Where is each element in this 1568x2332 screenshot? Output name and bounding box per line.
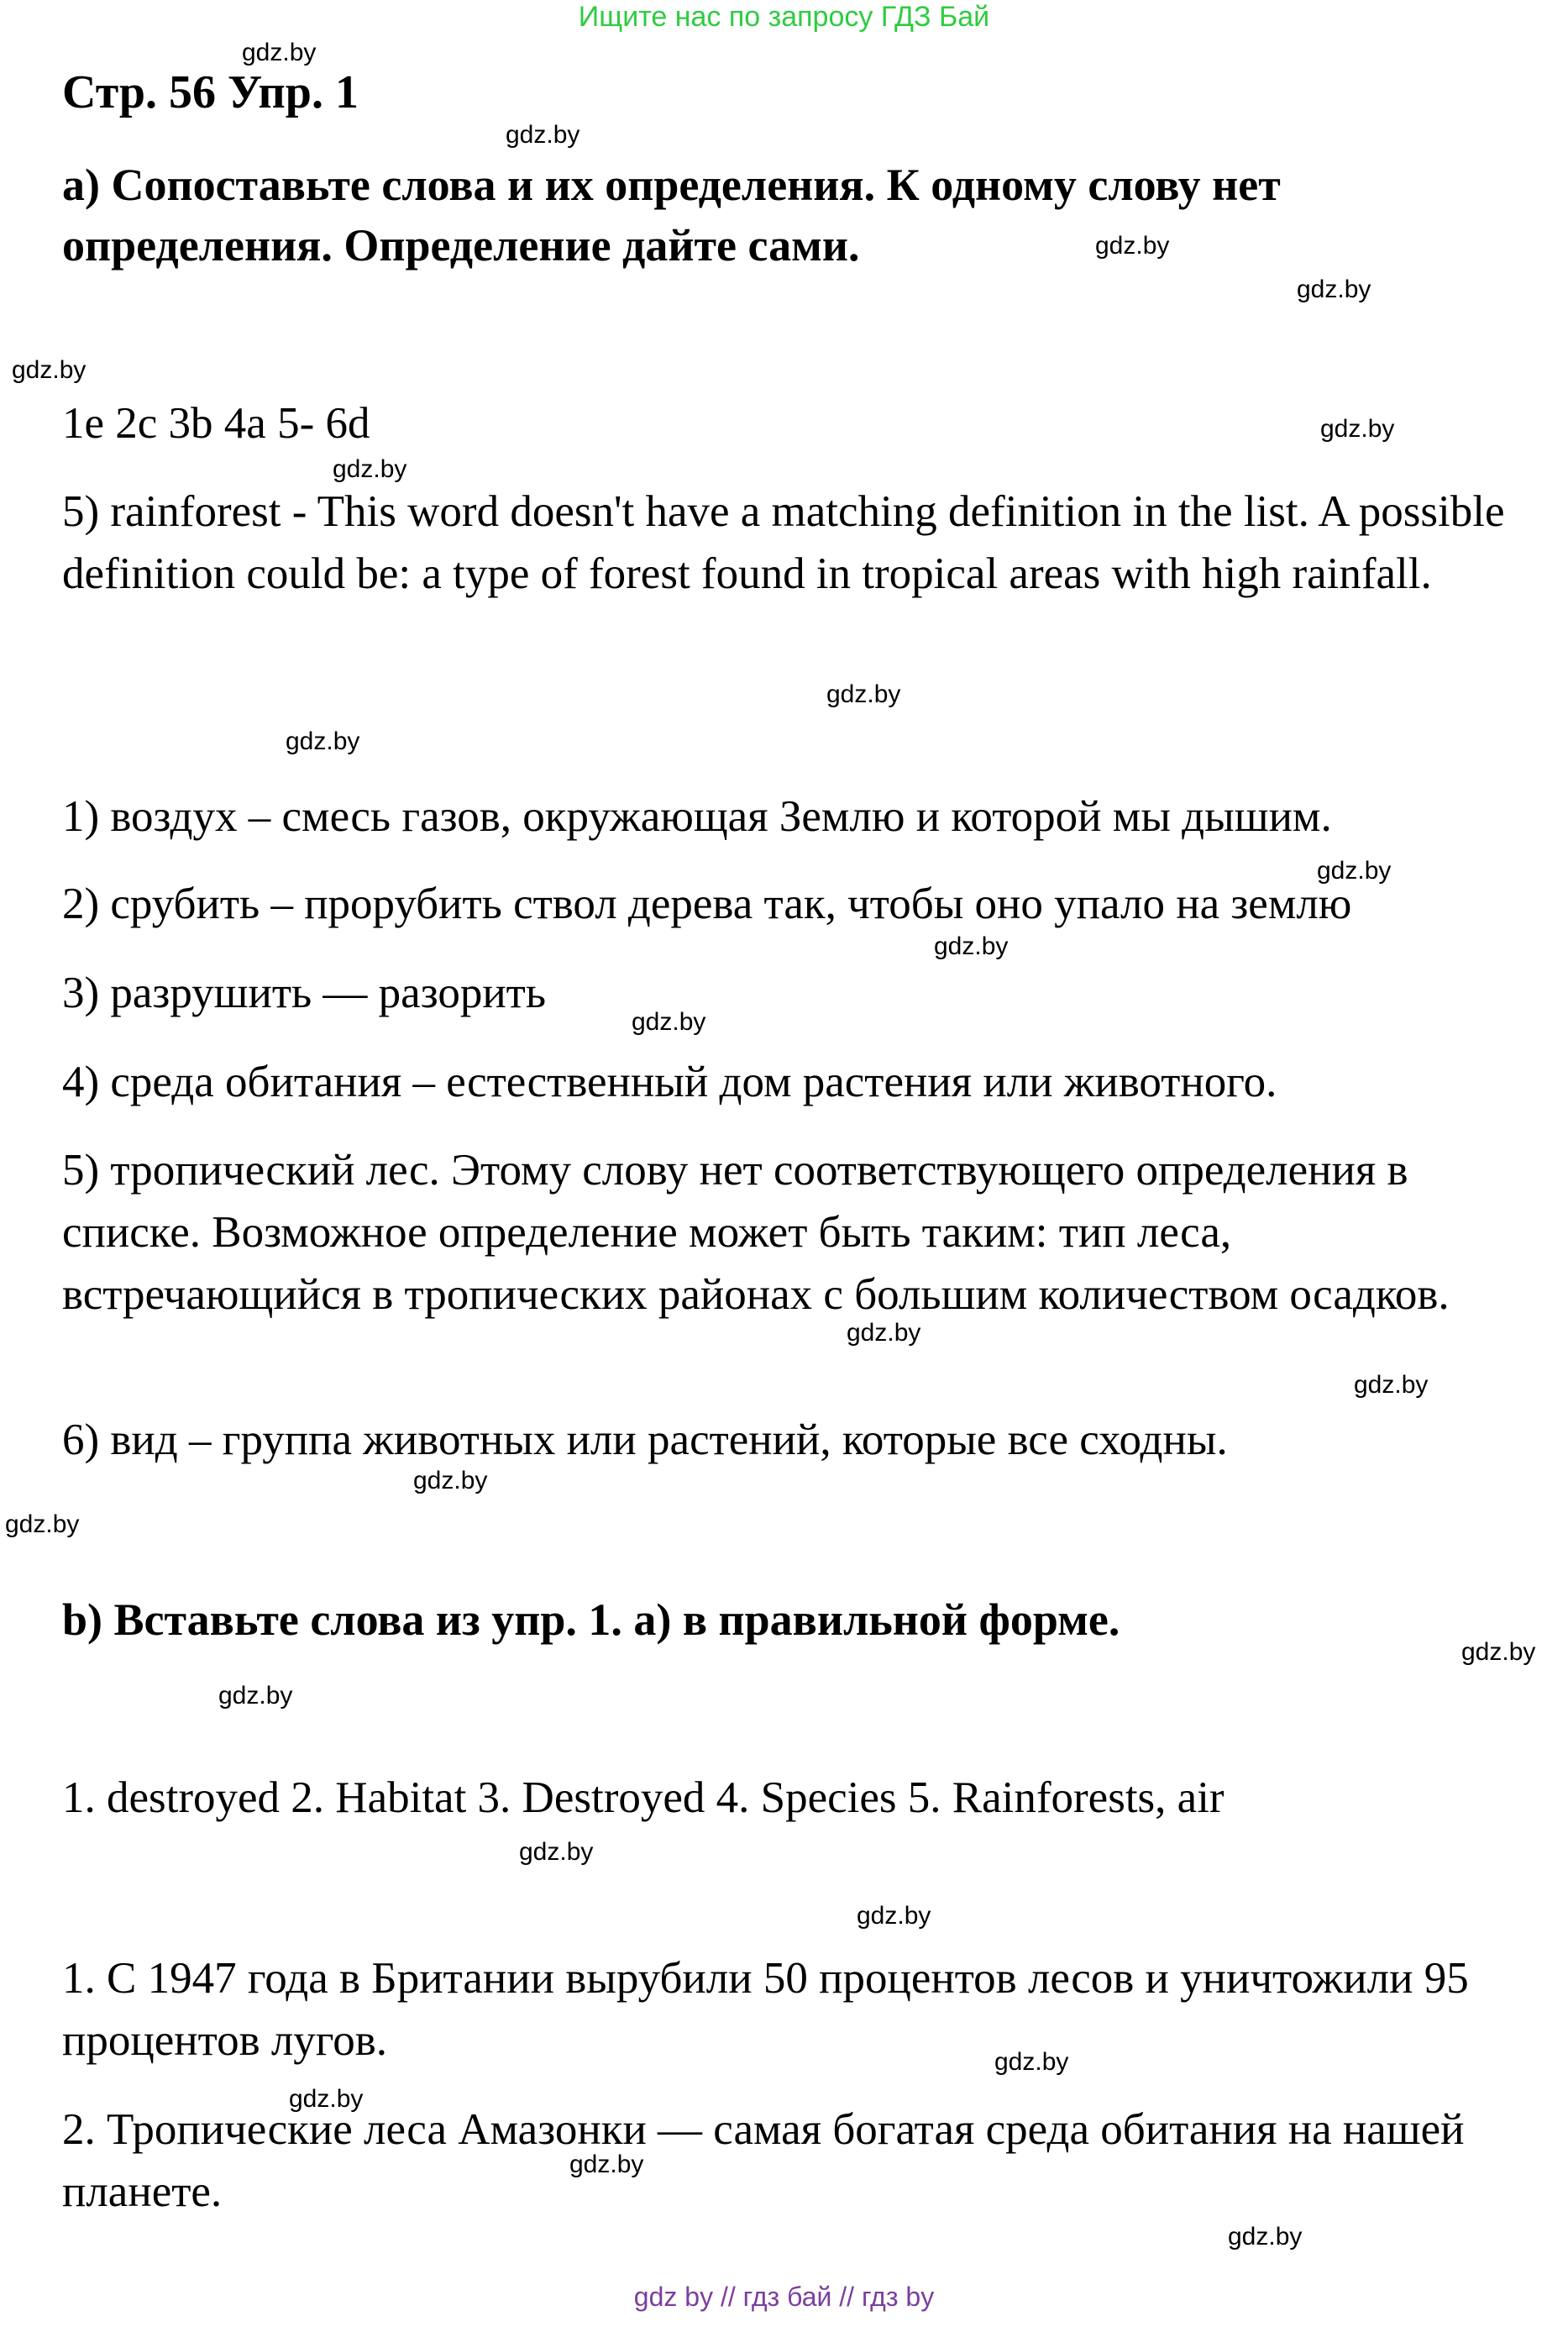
definition-item-5: 5) тропический лес. Этому слову нет соответствующего определения в списке. Возможное определение может быть таким: тип леса, встречающийся в тропических районах с большим количеством осадков. <box>62 1146 1450 1319</box>
part-a-english-note: 5) rainforest - This word doesn't have a matching definition in the list. A possible definition could be: a type of forest found in tropical areas with high rainfall. <box>62 487 1505 598</box>
definition-item-1: 1) воздух – смесь газов, окружающая Землю и которой мы дышим. <box>62 792 1332 841</box>
definition-item-2: 2) срубить – прорубить ствол дерева так, чтобы оно упало на землю <box>62 880 1352 928</box>
watermark: gdz.by <box>242 39 317 66</box>
watermark: gdz.by <box>934 932 1009 960</box>
watermark: gdz.by <box>826 680 901 708</box>
watermark: gdz.by <box>1317 857 1392 885</box>
watermark: gdz.by <box>994 2048 1069 2076</box>
part-a-instruction: а) Сопоставьте слова и их определения. К одному слову нет определения. Определение дайте сами. <box>62 160 1281 270</box>
watermark: gdz.by <box>847 1319 921 1347</box>
part-b-instruction: b) Вставьте слова из упр. 1. а) в правильной форме. <box>62 1594 1120 1645</box>
watermark: gdz.by <box>1461 1638 1536 1666</box>
footer-banner: gdz by // гдз бай // гдз by <box>633 2282 935 2312</box>
definition-item-4: 4) среда обитания – естественный дом растения или животного. <box>62 1058 1277 1106</box>
watermark: gdz.by <box>1320 415 1395 443</box>
watermark: gdz.by <box>333 455 407 483</box>
translation-item-2: 2. Тропические леса Амазонки — самая богатая среда обитания на нашей планете. <box>62 2105 1465 2216</box>
watermark: gdz.by <box>1095 232 1170 260</box>
watermark: gdz.by <box>218 1682 293 1710</box>
watermark: gdz.by <box>1297 276 1371 303</box>
watermark: gdz.by <box>569 2151 644 2178</box>
page-title: Стр. 56 Упр. 1 <box>62 66 359 118</box>
watermark: gdz.by <box>857 1902 931 1930</box>
watermark: gdz.by <box>1354 1371 1429 1399</box>
watermark: gdz.by <box>506 121 580 149</box>
watermark: gdz.by <box>5 1510 80 1538</box>
watermark: gdz.by <box>413 1467 488 1494</box>
part-a-answer-key: 1e 2c 3b 4a 5- 6d <box>62 399 370 448</box>
translation-item-1: 1. С 1947 года в Британии вырубили 50 процентов лесов и уничтожили 95 процентов лугов. <box>62 1954 1469 2065</box>
watermark: gdz.by <box>632 1008 706 1036</box>
watermark: gdz.by <box>519 1838 594 1866</box>
watermark: gdz.by <box>289 2085 364 2113</box>
watermark: gdz.by <box>12 356 87 384</box>
watermark: gdz.by <box>1228 2223 1303 2251</box>
definition-item-6: 6) вид – группа животных или растений, которые все сходны. <box>62 1415 1228 1464</box>
top-search-banner: Ищите нас по запросу ГДЗ Бай <box>578 1 990 33</box>
definition-item-3: 3) разрушить — разорить <box>62 969 547 1017</box>
watermark: gdz.by <box>286 727 360 755</box>
part-b-answers: 1. destroyed 2. Habitat 3. Destroyed 4. Species 5. Rainforests, air <box>62 1773 1225 1822</box>
